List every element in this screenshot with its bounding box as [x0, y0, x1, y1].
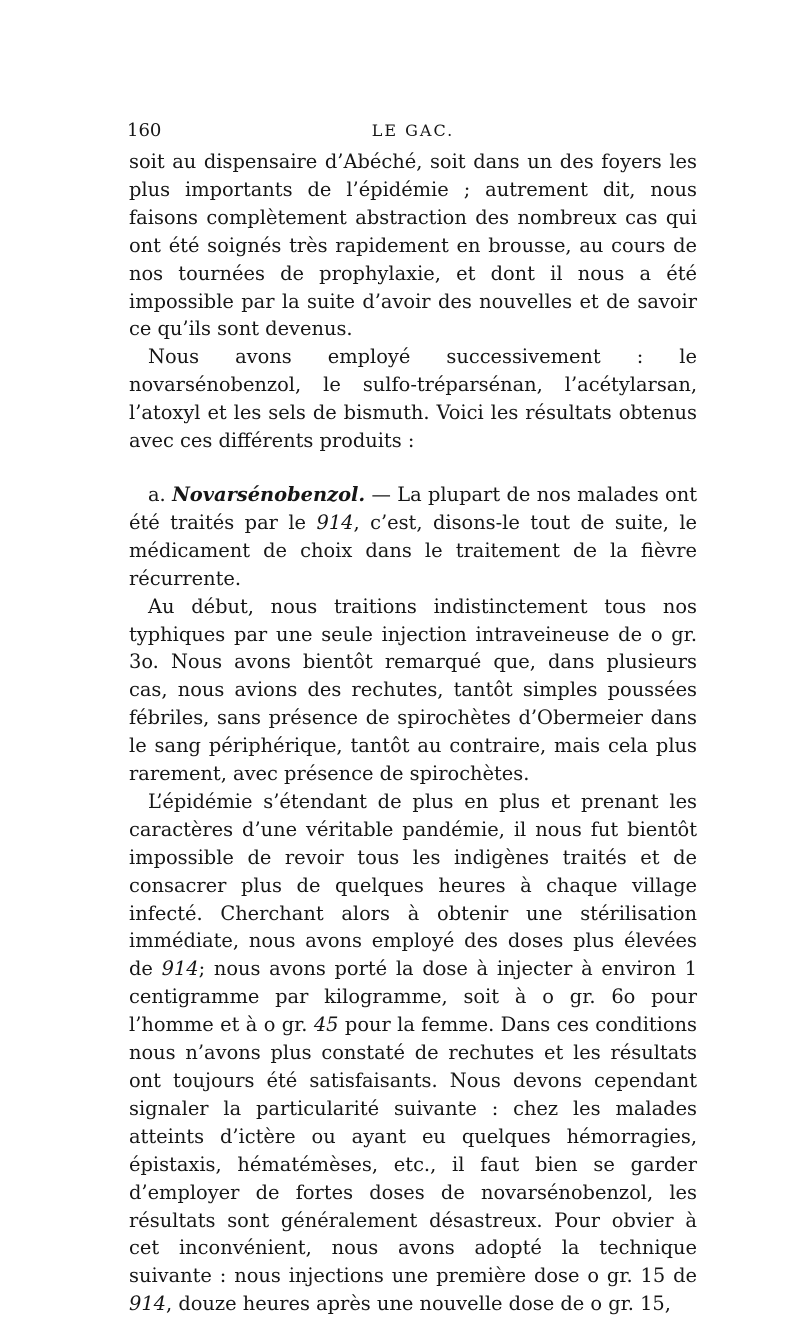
running-head — [129, 118, 697, 144]
text-run: , c’est, disons-le tout de suite, le médicament de choix dans le traitement de la fièvre récurrente. — [129, 510, 698, 590]
paragraph-epidemic-dosing — [129, 788, 697, 1318]
section-label: a. — [148, 482, 173, 506]
page-number: 160 — [127, 120, 162, 141]
running-head-title: LE GAC. — [371, 121, 455, 140]
paragraph-products-list: Nous avons employé successivement : le novarsénobenzol, le sulfo-tréparsénan, l’acétylarsan, l’atoxyl et les sels de bismuth. Voici les résultats obtenus avec ces différents produits : — [129, 345, 697, 453]
dose-number: 45 — [313, 1013, 339, 1037]
text-run: ; nous avons porté la dose à injecter à environ 1 centigramme par kilogramme, soit à o gr. 6o pour l’homme et à o gr. — [129, 957, 697, 1037]
text-run: pour la femme. Dans ces conditions nous n’avons plus constaté de rechutes et les résultats ont toujours été satisfaisants. Nous devons cependant signaler la particularité suivante : chez les malades atteints d’ictère ou ayant eu quelques hémorragies, épistaxis, hématémèses, etc., il faut bien se garder d’employer de fortes doses de novarsénobenzol, les résultats sont généralement désastreux. Pour obvier à cet inconvénient, nous avons adopté la technique suivante : nous injections une première dose o gr. 15 de — [129, 1013, 697, 1288]
drug-number: 914 — [129, 1292, 167, 1316]
text-run: , douze heures après une nouvelle dose de o gr. 15, — [166, 1292, 671, 1316]
body-text — [129, 148, 697, 1318]
paragraph-early-treatment: Au début, nous traitions indistinctement tous nos typhiques par une seule injection intraveineuse de o gr. 3o. Nous avons bientôt remarqué que, dans plusieurs cas, nous avions des rechutes, tantôt simples poussées fébriles, sans présence de spirochètes d’Obermeier dans le sang périphérique, tantôt au contraire, mais cela plus rarement, avec présence de spirochètes. — [129, 594, 697, 786]
paragraph-novarsenobenzol — [129, 481, 697, 593]
text-run: — La plupart de nos malades ont été traités par le — [129, 482, 697, 534]
section-title: Novarsénobenzol. — [172, 482, 366, 506]
book-page — [129, 118, 697, 1318]
drug-number: 914 — [161, 957, 199, 981]
drug-number: 914 — [316, 510, 354, 534]
text-run: L’épidémie s’étendant de plus en plus et prenant les caractères d’une véritable pandémie, il nous fut bientôt impossible de revoir tous les indigènes traités et de consacrer plus de quelques heures à chaque village infecté. Cherchant alors à obtenir une stérilisation immédiate, nous avons employé des doses plus élevées de — [129, 789, 697, 981]
paragraph-continuation: soit au dispensaire d’Abéché, soit dans un des foyers les plus importants de l’épidémie ; autrement dit, nous faisons complètement abstraction des nombreux cas qui ont été soignés très rapidement en brousse, au cours de nos tournées de prophylaxie, et dont il nous a été impossible par la suite d’avoir des nouvelles et de savoir ce qu’ils sont devenus. — [129, 150, 697, 341]
